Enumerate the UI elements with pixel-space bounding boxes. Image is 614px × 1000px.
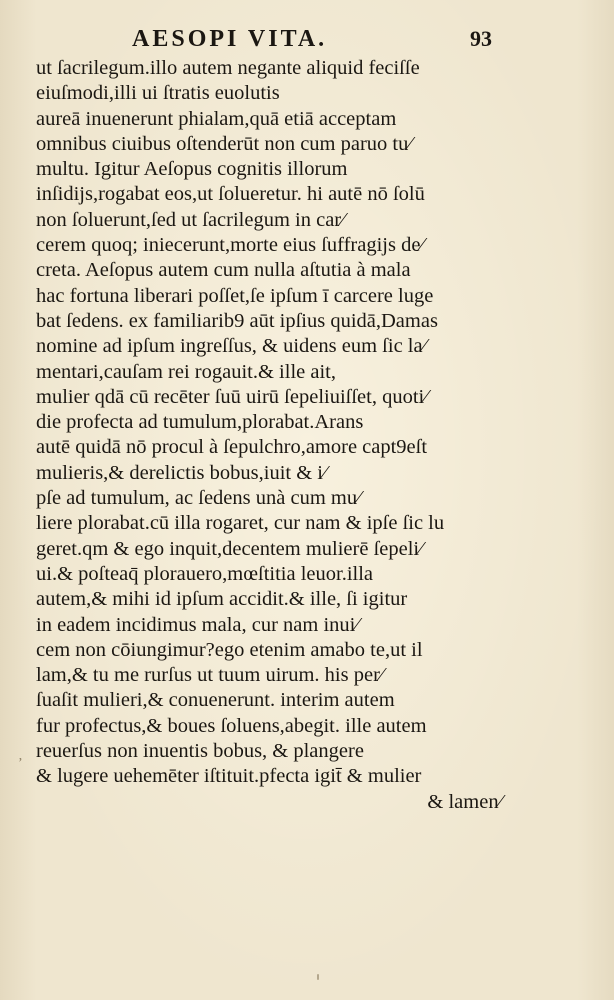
text-line: autē quidā nō procul à ſepulchro,amore capt9eſt [36,436,428,459]
text-line: cem non cōiungimur?ego etenim amabo te,ut il [36,638,423,661]
text-line: ut ſacrilegum.illo autem negante aliquid feciſſe [36,57,420,79]
page-number: 93 [470,26,492,51]
running-title: AESOPI VITA. [132,26,328,52]
paper-speck [317,974,319,980]
text-line: pſe ad tumulum, ac ſedens unà cum mu⁄ [36,487,361,510]
text-line: mentari,cauſam rei rogauit.& ille ait, [36,360,336,383]
text-line: bat ſedens. ex familiarib9 aūt ipſius quidā,Damas [36,309,438,332]
text-line: omnibus ciuibus oſtenderūt non cum paruo tu⁄ [36,132,412,155]
text-line: liere plorabat.cū illa rogaret, cur nam & ipſe ſic lu [36,512,445,535]
text-block [36,56,506,815]
text-line: nomine ad ipſum ingreſſus, & uidens eum ſic la⁄ [36,335,427,358]
text-line: fur profectus,& boues ſoluens,abegit. ille autem [36,714,427,737]
text-line: inſidijs,rogabat eos,ut ſolueretur. hi autē nō ſolū [36,183,425,206]
text-line: reuerſus non inuentis bobus, & plangere [36,740,364,763]
text-line: ſuaſit mulieri,& conuenerunt. interim autem [36,689,395,712]
text-line: non ſoluerunt,ſed ut ſacrilegum in car⁄ [36,208,345,231]
text-line: lam,& tu me rurſus ut tuum uirum. his per⁄ [36,664,384,687]
text-line: geret.qm & ego inquit,decentem mulierē ſepeli⁄ [36,537,423,560]
text-line: hac fortuna liberari poſſet,ſe ipſum ī carcere luge [36,284,434,307]
text-line: creta. Aeſopus autem cum nulla aſtutia à mala [36,259,411,282]
text-line: aureā inuenerunt phialam,quā etiā acceptam [36,107,397,130]
catchword: & lamen⁄ [427,790,502,813]
text-line: die profecta ad tumulum,plorabat.Arans [36,411,364,434]
text-line: eiuſmodi,illi ui ſtratis euolutis [36,82,280,105]
text-line: cerem quoq; iniecerunt,morte eius ſuffragijs de⁄ [36,234,424,257]
text-line: in eadem incidimus mala, cur nam inui⁄ [36,613,359,636]
text-line: multu. Igitur Aeſopus cognitis illorum [36,158,348,181]
text-line: ui.& poſteaq̄ plorauero,mœſtitia leuor.illa [36,562,374,585]
text-line: mulieris,& derelictis bobus,iuit & i⁄ [36,461,327,484]
margin-mark: ʼ [18,756,23,771]
running-head [132,26,492,52]
text-line: autem,& mihi id ipſum accidit.& ille, ſi igitur [36,588,408,611]
text-line: mulier qdā cū recēter ſuū uirū ſepeliuiſſet, quoti⁄ [36,385,428,408]
text-line: & lugere uehemēter iſtituit.pfecta igit̄ & mulier [36,765,422,788]
